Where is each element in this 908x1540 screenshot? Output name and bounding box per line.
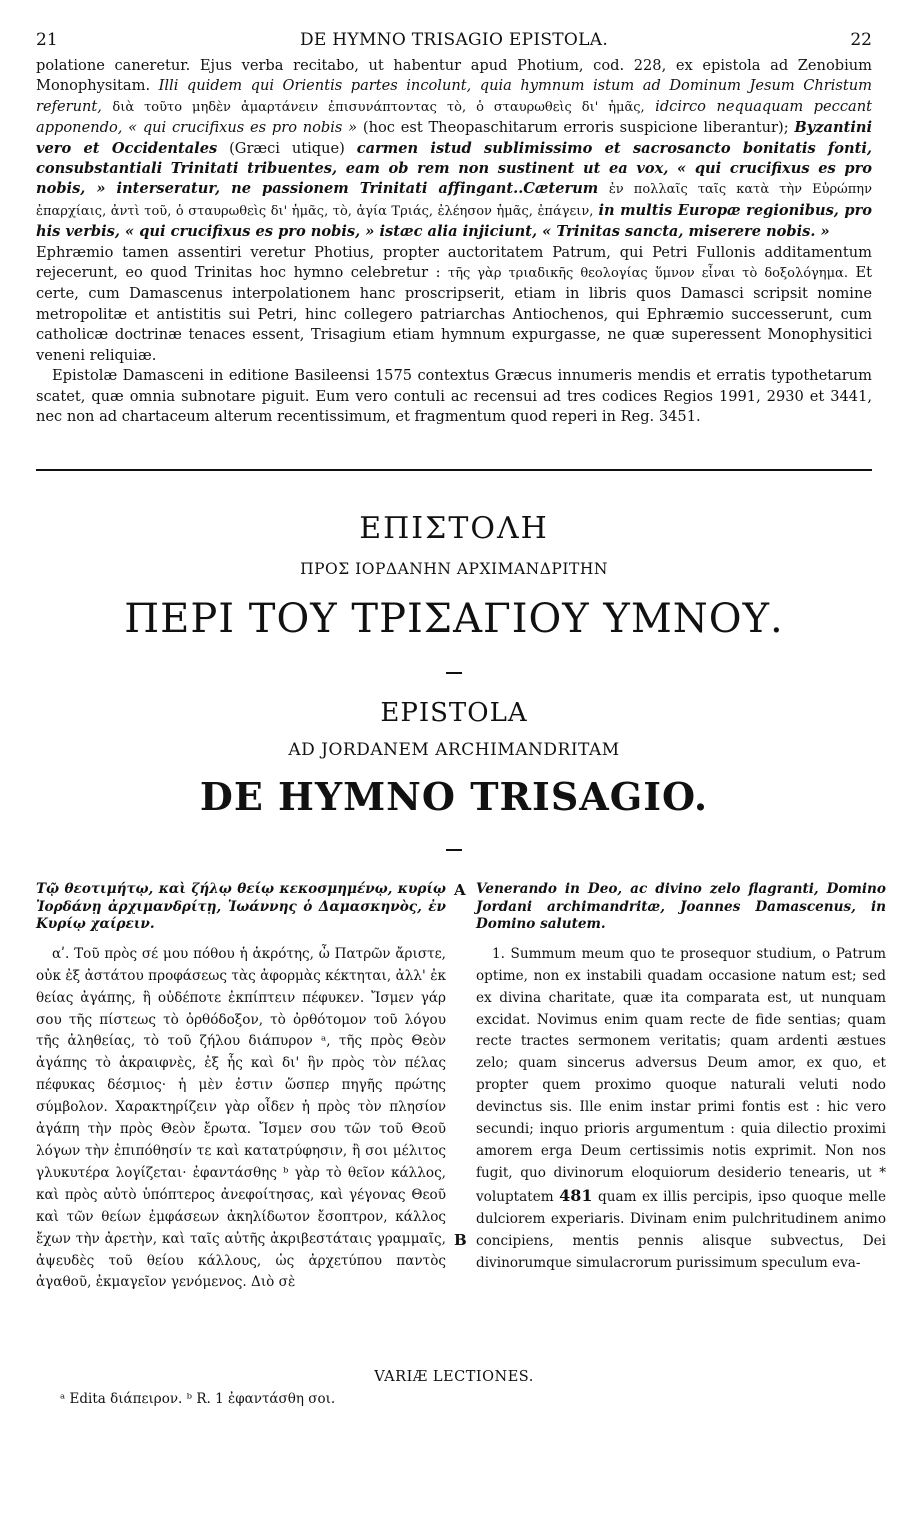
intro-paragraph-1	[36, 56, 872, 366]
two-column-text	[36, 881, 886, 1367]
intro-p1-m: Et certe, cum Damascenus interpolationem hanc proscripserit, etiam in libris quos Damasci scripsit nomine metropolitæ et antistitis sui Petri, hinc collegero patriarchas Antiochenos, qui Ephræmio successerunt, cum catholicæ doctrinæ tenaces essent, Trisagium etiam hymnum expurgasse, ne quæ superessent Monophysitici veneni reliquiæ.	[36, 264, 872, 364]
page-number-left: 21	[36, 30, 58, 50]
greek-body: αʹ. Τοῦ πρὸς σέ μου πόθου ἡ ἀκρότης, ὦ Πατρῶν ἄριστε, οὐκ ἐξ ἀστάτου προφάσεως τὰς ἀφορμὰς κέκτηται, ἀλλ' ἐκ θείας ἀγάπης, ἣ οὐδέποτε ἐκπίπτειν πέφυκεν. Ἴσμεν γάρ σου τῆς πίστεως τὸ ὀρθόδοξον, τὸ ὀρθότομον τοῦ λόγου τῆς ἀληθείας, τὸ τοῦ ζήλου διάπυρον ᵃ, τῆς πρὸς Θεὸν ἀγάπης τὸ ἀκραιφνὲς, ἐξ ἧς καὶ δι' ἣν πρὸς τὸν πέλας πέφυκας δέσμιος· ἡ μὲν ἐστιν ὥσπερ πηγῆς πρώτης σύμβολον. Χαρακτηρίζειν γὰρ οἶδεν ἡ πρὸς τὸν πλησίον ἀγάπη τὴν πρὸς Θεὸν ἔρωτα. Ἴσμεν σου τῶν τοῦ Θεοῦ λόγων τὴν ἐπιπόθησίν τε καὶ κατατρύφησιν, ἢ σοι μέλιτος γλυκυτέρα λογίζεται· ἐφαντάσθης ᵇ γὰρ τὸ θεῖον κάλλος, καὶ πρὸς αὐτὸ ὑπόπτερος ἀνεφοίτησας, καὶ γέγονας Θεοῦ καὶ τῶν θείων ἐμφάσεων ἀκηλίδωτον ἔσοπτρον, κάλλος ἔχων τὴν ἀρετὴν, καὶ ταῖς αὐτῆς ἀκριβεστάταις γραμμαῖς, ἀψευδὲς τοῦ θείου κάλλους, ὡς ἀρχετύπου παντὸς ἀγαθοῦ, ἐκμαγεῖον γενόμενος. Διὸ σὲ	[36, 945, 446, 1291]
intro-p1-c: διὰ τοῦτο μηδὲν ἁμαρτάνειν ἐπισυνάπτοντας τὸ, ὁ σταυρωθεὶς δι' ἡμᾶς,	[112, 99, 645, 115]
greek-title-epistole: ΕΠΙΣΤΟΛΗ	[359, 511, 549, 547]
greek-subtitle: ΠΡΟΣ ΙΟΡΔΑΝΗΝ ΑΡΧΙΜΑΝΔΡΙΤΗΝ	[300, 560, 608, 579]
intro-p1-i: ἐν πολλαῖς ταῖς κατὰ τὴν Εὐρώπην ἐπαρχίαις, ἀντὶ τοῦ, ὁ σταυρωθεὶς δι' ἡμᾶς, τὸ, ἁγία Τριάς, ἐλέησον ἡμᾶς, ἐπάγειν,	[36, 182, 873, 219]
margin-letter-a: A	[454, 881, 466, 900]
intro-p1-b: Illi quidem qui Orientis partes incolunt, quia hymnum istum ad Dominum Jesum Christum referunt,	[36, 77, 872, 115]
title-block	[36, 511, 872, 851]
title-dash-1	[446, 672, 462, 674]
intro-p1-f: Byzantini vero et Occidentales	[36, 119, 873, 157]
running-header	[36, 30, 872, 56]
introduction-text	[36, 56, 872, 427]
intro-p1-e: (hoc est Theopaschitarum erroris suspicione liberantur);	[362, 119, 789, 137]
latin-main-title: DE HYMNO TRISAGIO.	[199, 774, 709, 820]
intro-p1-j: in multis Europæ regionibus, pro his verbis, « qui crucifixus es pro nobis, » istæc alia injiciunt, « Trinitas sancta, miserere nobis. »	[36, 201, 872, 241]
intro-p1-g: (Græci utique)	[229, 139, 345, 157]
latin-subtitle: AD JORDANEM ARCHIMANDRITAM	[288, 740, 620, 761]
greek-main-title: ΠΕΡΙ ΤΟΥ ΤΡΙΣΑΓΙΟΥ ΥΜΝΟΥ.	[124, 596, 784, 643]
intro-p1-h: carmen istud sublimissimo et sacrosancto bonitatis fonti, consubstantiali Trinitati tribuentes, eam ob rem non sustinent ut ea vox, « qui crucifixus es pro nobis, » interseratur, ne passionem Trinitati affingant..Cæterum	[36, 139, 872, 198]
title-dash-2	[446, 849, 462, 851]
book-page	[36, 30, 886, 1510]
latin-column	[476, 881, 886, 1274]
latin-body	[476, 944, 886, 1275]
latin-address: Venerando in Deo, ac divino zelo flagranti, Domino Jordani archimandritæ, Joannes Damascenus, in Domino salutem.	[476, 881, 886, 933]
section-divider	[36, 469, 872, 471]
page-number-right: 22	[850, 30, 872, 50]
latin-body-b: quam ex illis percipis, ipso quoque melle dulciorem experiaris. Divinam enim pulchritudinem animo concipiens, mentis pennis alisque subvectus, Dei divinorumque simulacrorum purissimum speculum eva-	[476, 1188, 886, 1271]
intro-p1-a: polatione caneretur. Ejus verba recitabo, ut habentur apud Photium, cod. 228, ex epistola ad Zenobium Monophysitam.	[36, 57, 872, 95]
margin-letter-b: B	[454, 1231, 467, 1250]
greek-address: Τῷ θεοτιμήτῳ, καὶ ζήλῳ θείῳ κεκοσμημένῳ, κυρίῳ Ἰορδάνῃ ἀρχιμανδρίτῃ, Ἰωάννης ὁ Δαμασκηνὸς, ἐν Κυρίῳ χαίρειν.	[36, 881, 446, 933]
greek-column	[36, 881, 446, 1294]
variae-lectiones-heading: VARIÆ LECTIONES.	[374, 1369, 534, 1386]
intro-p1-d: idcirco nequaquam peccant apponendo, « qui crucifixus es pro nobis »	[36, 97, 872, 137]
page-marker: 481	[559, 1185, 593, 1205]
intro-p1-k: Ephræmio tamen assentiri veretur Photius, propter auctoritatem Patrum, qui Petri Fullonis additamentum rejecerunt, eo quod Trinitas hoc hymno celebretur :	[36, 243, 872, 282]
intro-p1-l: τῆς γὰρ τριαδικῆς θεολογίας ὕμνον εἶναι τὸ δοξολόγημα.	[448, 266, 848, 282]
intro-paragraph-2: Epistolæ Damasceni in editione Basileensi 1575 contextus Græcus innumeris mendis et erratis typothetarum scatet, quæ omnia subnotare piguit. Eum vero contuli ac recensui ad tres codices Regios 1991, 2930 et 3441, nec non ad chartaceum alterum recentissimum, et fragmentum quod reperi in Reg. 3451.	[36, 367, 872, 425]
footnotes: ᵃ Edita διάπειρον. ᵇ R. 1 ἐφαντάσθη σοι.	[60, 1391, 336, 1408]
running-title: DE HYMNO TRISAGIO EPISTOLA.	[299, 30, 609, 50]
latin-body-a: 1. Summum meum quo te prosequor studium, o Patrum optime, non ex instabili quadam occasione natum est; sed ex divina charitate, quæ ita comparata est, ut nunquam excidat. Novimus enim quam recte de fide sentias; quam recte tractes sermonem veritatis; quam ardenti æstues zelo; quam sincerus adversus Deum amor, ex quo, et propter quem proximo quoque naturali veluti nodo devinctus sis. Ille enim instar primi fontis est : hic vero secundi; inquo prioris argumentum : quia dilectio proximi amorem erga Deum certissimis notis exprimit. Non nos fugit, quo divinorum eloquiorum desiderio tenearis, ut * voluptatem	[476, 945, 886, 1205]
latin-title-epistola: EPISTOLA	[380, 698, 528, 729]
